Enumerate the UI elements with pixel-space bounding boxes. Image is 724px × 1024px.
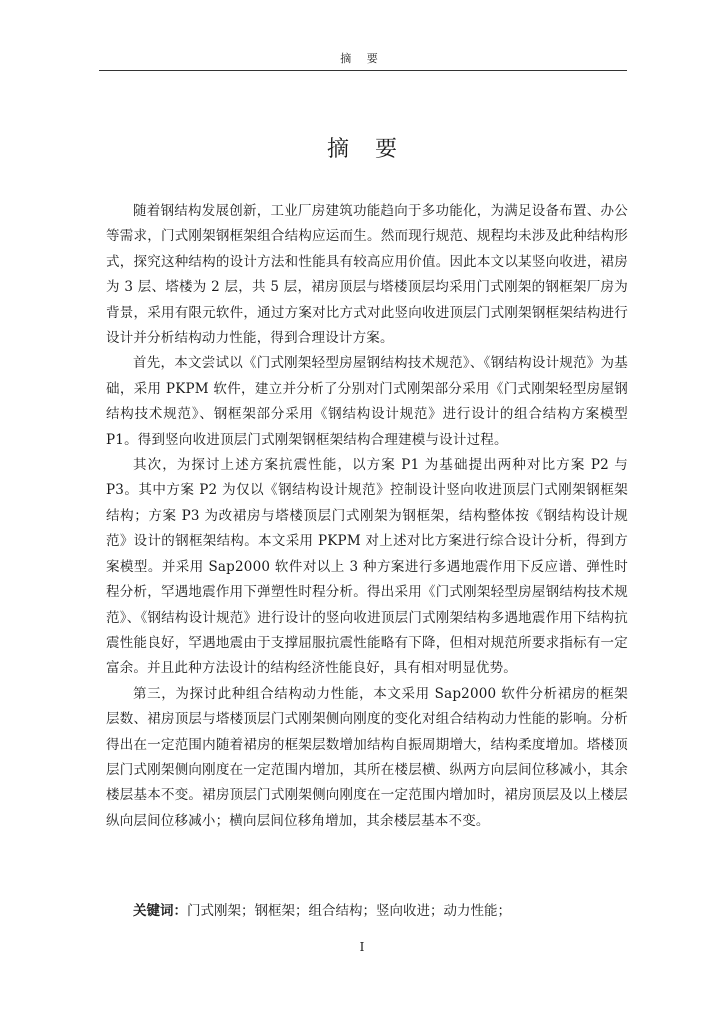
running-header: 摘 要 [340, 52, 384, 65]
keyword: 门式刚架 [187, 903, 241, 919]
abstract-paragraph: 第三，为探讨此种组合结构动力性能，本文采用 Sap2000 软件分析裙房的框架层数、裙房顶层与塔楼顶层门式刚架侧向刚度的变化对组合结构动力性能的影响。分析得出在一定范围内随着裙房的框架层数增加结构自振周期增大，结构柔度增加。塔楼顶层门式刚架侧向刚度在一定范围内增加，其所在楼层横、纵两方向层间位移减小，其余楼层基本不变。裙房顶层门式刚架侧向刚度在一定范围内增加时，裙房顶层及以上楼层纵向层间位移减小；横向层间位移角增加，其余楼层基本不变。 [106, 685, 628, 829]
abstract-body [106, 199, 628, 834]
keyword: 竖向收进 [376, 903, 430, 919]
keyword: 钢框架 [254, 903, 295, 919]
abstract-paragraph: 首先，本文尝试以《门式刚架轻型房屋钢结构技术规范》、《钢结构设计规范》为基础，采用 PKPM 软件，建立并分析了分别对门式刚架部分采用《门式刚架轻型房屋钢结构技术规范》、钢框架部分采用《钢结构设计规范》进行设计的组合结构方案模型 P1。得到竖向收进顶层门式刚架钢框架结构合理建模与设计过程。 [106, 355, 628, 448]
keyword-separator: ； [295, 903, 309, 919]
keywords-label: 关键词： [133, 903, 187, 919]
keyword-separator: ； [241, 903, 255, 919]
keyword: 动力性能 [443, 903, 498, 919]
keyword-separator: ； [430, 903, 444, 919]
abstract-paragraph: 其次，为探讨上述方案抗震性能，以方案 P1 为基础提出两种对比方案 P2 与 P3。其中方案 P2 为仅以《钢结构设计规范》控制设计竖向收进顶层门式刚架钢框架结构；方案 P3 为改裙房与塔楼顶层门式刚架为钢框架，结构整体按《钢结构设计规范》设计的钢框架结构。本文采用 PKPM 对上述对比方案进行综合设计分析，得到方案模型。并采用 Sap2000 软件对以上 3 种方案进行多遇地震作用下反应谱、弹性时程分析，罕遇地震作用下弹塑性时程分析。得出采用《门式刚架轻型房屋钢结构技术规范》、《钢结构设计规范》进行设计的竖向收进顶层门式刚架结构多遇地震作用下结构抗震性能良好，罕遇地震由于支撑屈服抗震性能略有下降，但相对规范所要求指标有一定富余。并且此种方法设计的结构经济性能良好，具有相对明显优势。 [106, 457, 628, 677]
keyword: 组合结构 [308, 903, 363, 919]
keyword-separator: ； [362, 903, 376, 919]
keyword-separator: ； [497, 903, 511, 919]
abstract-paragraph: 随着钢结构发展创新，工业厂房建筑功能趋向于多功能化，为满足设备布置、办公等需求，门式刚架钢框架组合结构应运而生。然而现行规范、规程均未涉及此种结构形式，探究这种结构的设计方法和性能具有较高应用价值。因此本文以某竖向收进，裙房为 3 层、塔楼为 2 层，共 5 层，裙房顶层与塔楼顶层均采用门式刚架的钢框架厂房为背景，采用有限元软件，通过方案对比方式对此竖向收进顶层门式刚架钢框架结构进行设计并分析结构动力性能，得到合理设计方案。 [106, 203, 628, 347]
abstract-title: 摘要 [326, 137, 423, 162]
header-divider [99, 70, 627, 71]
page-number: I [359, 940, 365, 954]
keywords-line [133, 901, 628, 921]
